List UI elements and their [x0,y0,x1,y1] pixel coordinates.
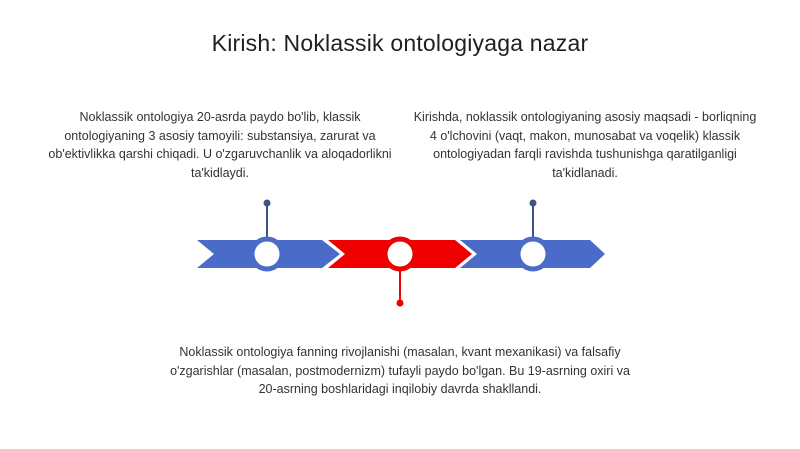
timeline-point-3-text: Kirishda, noklassik ontologiyaning asosiy maqsadi - borliqning 4 o'lchovini (vaqt, makon, munosabat va voqelik) klassik ontologiyadan farqli ravishda tushunishga qaratilganligi ta'kidlanadi. [413,110,757,180]
connector-dot-3 [530,200,537,207]
slide-title: Kirish: Noklassik ontologiyaga nazar [211,30,589,56]
timeline-point-2-text: Noklassik ontologiya fanning rivojlanishi (masalan, kvant mexanikasi) va falsafiy o'zgarishlar (masalan, postmodernizm) tufayli paydo bo'lgan. Bu 19-asrning oxiri va 20-asrning boshlaridagi inqilobiy davrda shakllandi. [170,345,630,396]
timeline-node-1 [252,239,282,269]
timeline-node-2 [385,239,415,269]
connector-dot-2 [397,300,404,307]
timeline-point-1-text: Noklassik ontologiya 20-asrda paydo bo'lib, klassik ontologiyaning 3 asosiy tamoyili: substansiya, zarurat va ob'ektivlikka qarshi chiqadi. U o'zgaruvchanlik va aloqadorlikni ta'kidlaydi. [48,110,392,180]
connector-dot-1 [264,200,271,207]
timeline-node-3 [518,239,548,269]
